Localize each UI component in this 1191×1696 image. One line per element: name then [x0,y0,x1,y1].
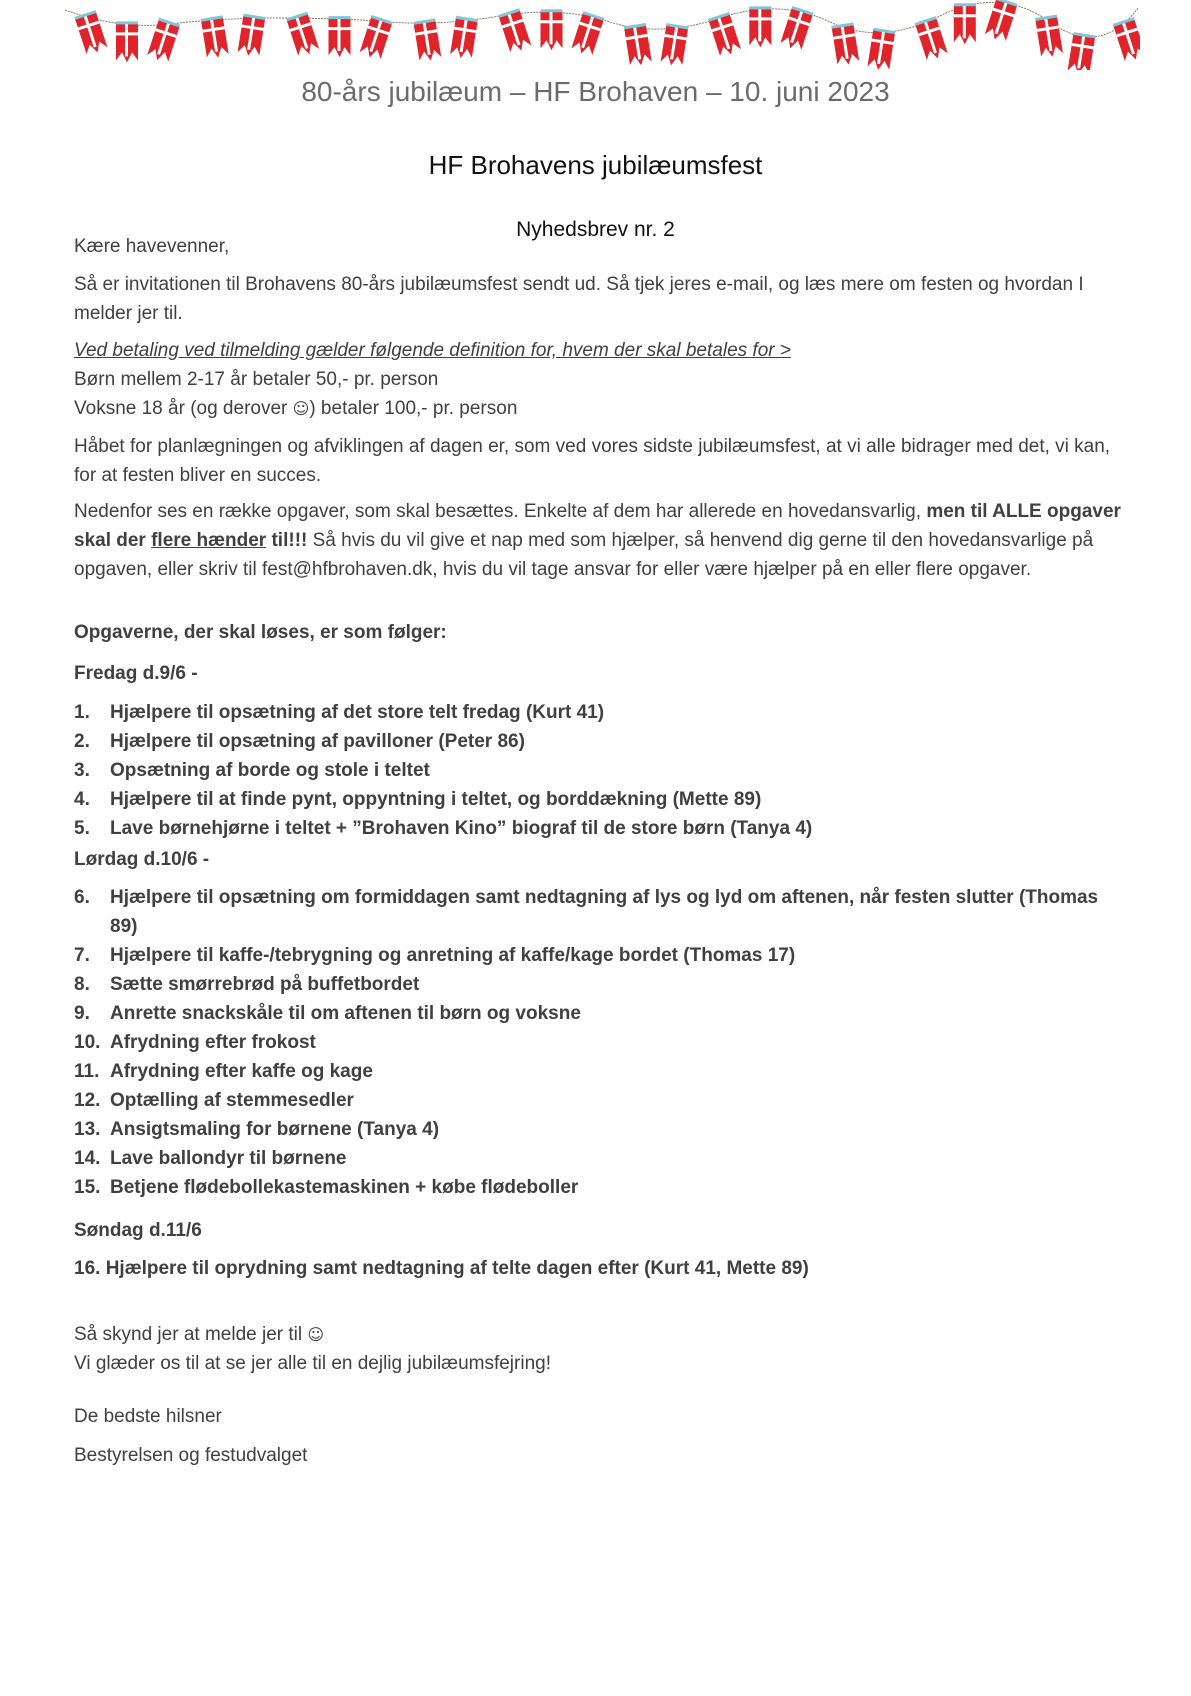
task-number: 11. [74,1061,100,1082]
task-text: Hjælpere til opsætning om formiddagen samt nedtagning af lys og lyd om aftenen, når festen slutter (Thomas 89) [110,887,1099,937]
danish-flag-icon [237,14,265,58]
task-number: 6. [74,887,90,908]
task-list [74,1254,1124,1283]
danish-flag-icon [984,0,1018,43]
task-number: 15. [74,1177,101,1198]
danish-flag-icon [541,9,563,50]
danish-flag-icon [571,11,605,57]
payment-adults [74,394,1124,423]
task-number: 7. [74,945,90,966]
danish-flag-icon [831,22,859,66]
signature: Bestyrelsen og festudvalget [74,1445,308,1466]
task-number: 1. [74,702,90,723]
task-item [74,1057,1124,1086]
tasks-heading: Opgaverne, der skal løses, er som følger: [74,622,447,643]
greeting: Kære havevenner, [74,236,230,257]
task-number: 12. [74,1090,101,1111]
task-text: Ansigtsmaling for børnene (Tanya 4) [110,1119,440,1140]
smiley-icon: ☺ [307,1325,325,1344]
task-item [74,999,1124,1028]
tasks-intro-bold-underline: flere hænder [151,530,267,551]
task-item [74,970,1124,999]
hope-paragraph [74,432,1124,490]
task-text: Lave børnehjørne i teltet + ”Brohaven Kino” biograf til de store børn (Tanya 4) [110,818,813,839]
tasks-intro-part-2: Så hvis du vil give et nap med som hjælper, så henvend dig gerne til den hovedansvarlige på opgaven, eller skriv til fest@hfbrohaven.dk, hvis du vil tage ansvar for eller være hjælper på en eller flere opgaver. [74,530,1094,580]
task-text: Opsætning af borde og stole i teltet [110,760,430,781]
page-title: 80-års jubilæum – HF Brohaven – 10. juni 2023 [301,76,890,107]
task-text: Hjælpere til opsætning af pavilloner (Peter 86) [110,731,525,752]
danish-flag-icon [780,6,814,52]
danish-flag-icon [498,8,532,54]
task-text: Anrette snackskåle til om aftenen til børn og voksne [110,1003,581,1024]
danish-flag-icon [74,10,108,56]
task-item [74,785,1124,814]
task-text: Afrydning efter frokost [110,1032,316,1053]
danish-flag-icon [201,15,229,59]
payment-heading: Ved betaling ved tilmelding gælder følgende definition for, hvem der skal betales for > [74,340,791,361]
danish-flag-icon [708,12,742,58]
closing-looking-forward: Vi glæder os til at se jer alle til en dejlig jubilæumsfejring! [74,1353,551,1374]
danish-flag-icon [329,16,351,57]
task-item [74,883,1124,941]
smiley-icon: ☺ [292,399,310,418]
tasks-intro-bold-1: men til ALLE opgaver skal der [74,501,1121,551]
day-heading-friday: Fredag d.9/6 - [74,663,198,684]
task-text: Optælling af stemmesedler [110,1090,354,1111]
task-text: Betjene flødebollekastemaskinen + købe flødeboller [110,1177,579,1198]
closing-hurry-text: Så skynd jer at melde jer til [74,1324,308,1345]
task-list [74,698,1124,843]
danish-flag-icon [147,18,181,64]
task-number: 9. [74,1003,90,1024]
tasks-intro-part-1: Nedenfor ses en række opgaver, som skal besættes. Enkelte af dem har allerede en hovedansvarlig, [74,501,927,522]
task-number: 16. [74,1258,101,1279]
task-number: 2. [74,731,90,752]
task-item [74,1144,1124,1173]
task-number: 13. [74,1119,101,1140]
task-number: 10. [74,1032,101,1053]
task-item [74,756,1124,785]
day-heading-saturday: Lørdag d.10/6 - [74,849,210,870]
task-item [74,1028,1124,1057]
task-number: 5. [74,818,90,839]
danish-flag-icon [660,23,688,67]
task-text: Hjælpere til oprydning samt nedtagning af telte dagen efter (Kurt 41, Mette 89) [105,1258,809,1279]
tasks-intro-paragraph [74,497,1124,584]
newsletter-number: Nyhedsbrev nr. 2 [516,218,675,241]
closing-hurry [74,1320,1124,1349]
danish-flag-bunting-icon [60,0,1140,70]
task-text: Hjælpere til kaffe-/tebrygning og anretning af kaffe/kage bordet (Thomas 17) [110,945,796,966]
closing-section [74,1320,1124,1378]
task-text: Afrydning efter kaffe og kage [110,1061,373,1082]
task-number: 3. [74,760,90,781]
danish-flag-icon [359,15,393,61]
day-heading-sunday: Søndag d.11/6 [74,1220,202,1241]
task-text: Lave ballondyr til børnene [110,1148,347,1169]
task-number: 8. [74,974,90,995]
danish-flag-icon [749,6,771,47]
task-number: 4. [74,789,90,810]
danish-flag-icon [1035,15,1063,59]
danish-flag-icon [450,16,478,60]
danish-flag-icon [867,28,895,70]
saturday-task-list [74,883,1124,1202]
event-title: HF Brohavens jubilæumsfest [428,150,763,180]
tasks-intro-text [74,497,1124,584]
sunday-task-list [74,1254,1124,1283]
payment-adults-post: ) betaler 100,- pr. person [309,398,518,419]
intro-paragraph [74,270,1124,328]
payment-section [74,336,1124,423]
danish-flag-icon [954,3,976,44]
danish-flag-icon [116,21,138,62]
task-text: Hjælpere til opsætning af det store telt fredag (Kurt 41) [110,702,605,723]
payment-adults-pre: Voksne 18 år (og derover [74,398,293,419]
task-item [74,1115,1124,1144]
task-item [74,1086,1124,1115]
danish-flag-icon [286,12,320,58]
payment-children: Børn mellem 2-17 år betaler 50,- pr. person [74,369,439,390]
intro-text: Så er invitationen til Brohavens 80-års jubilæumsfest sendt ud. Så tjek jeres e-mail, og læs mere om festen og hvordan I melder jer til. [74,274,1084,324]
task-number: 14. [74,1148,101,1169]
task-item [74,941,1124,970]
task-item [74,1254,1124,1283]
task-text: Hjælpere til at finde pynt, oppyntning i teltet, og borddækning (Mette 89) [110,789,762,810]
task-item [74,1173,1124,1202]
danish-flag-icon [1113,17,1140,63]
friday-task-list [74,698,1124,843]
task-item [74,814,1124,843]
hope-text: Håbet for planlægningen og afviklingen af dagen er, som ved vores sidste jubilæumsfest, at vi alle bidrager med det, vi kan, for at festen bliver en succes. [74,436,1111,486]
danish-flag-icon [624,23,652,67]
task-item [74,698,1124,727]
task-text: Sætte smørrebrød på buffetbordet [110,974,420,995]
task-list [74,883,1124,1202]
danish-flag-icon [1067,32,1095,70]
danish-flag-icon [915,16,949,62]
tasks-intro-bold-2: til!!! [266,530,308,551]
danish-flag-icon [413,18,441,62]
regards: De bedste hilsner [74,1406,222,1427]
task-item [74,727,1124,756]
